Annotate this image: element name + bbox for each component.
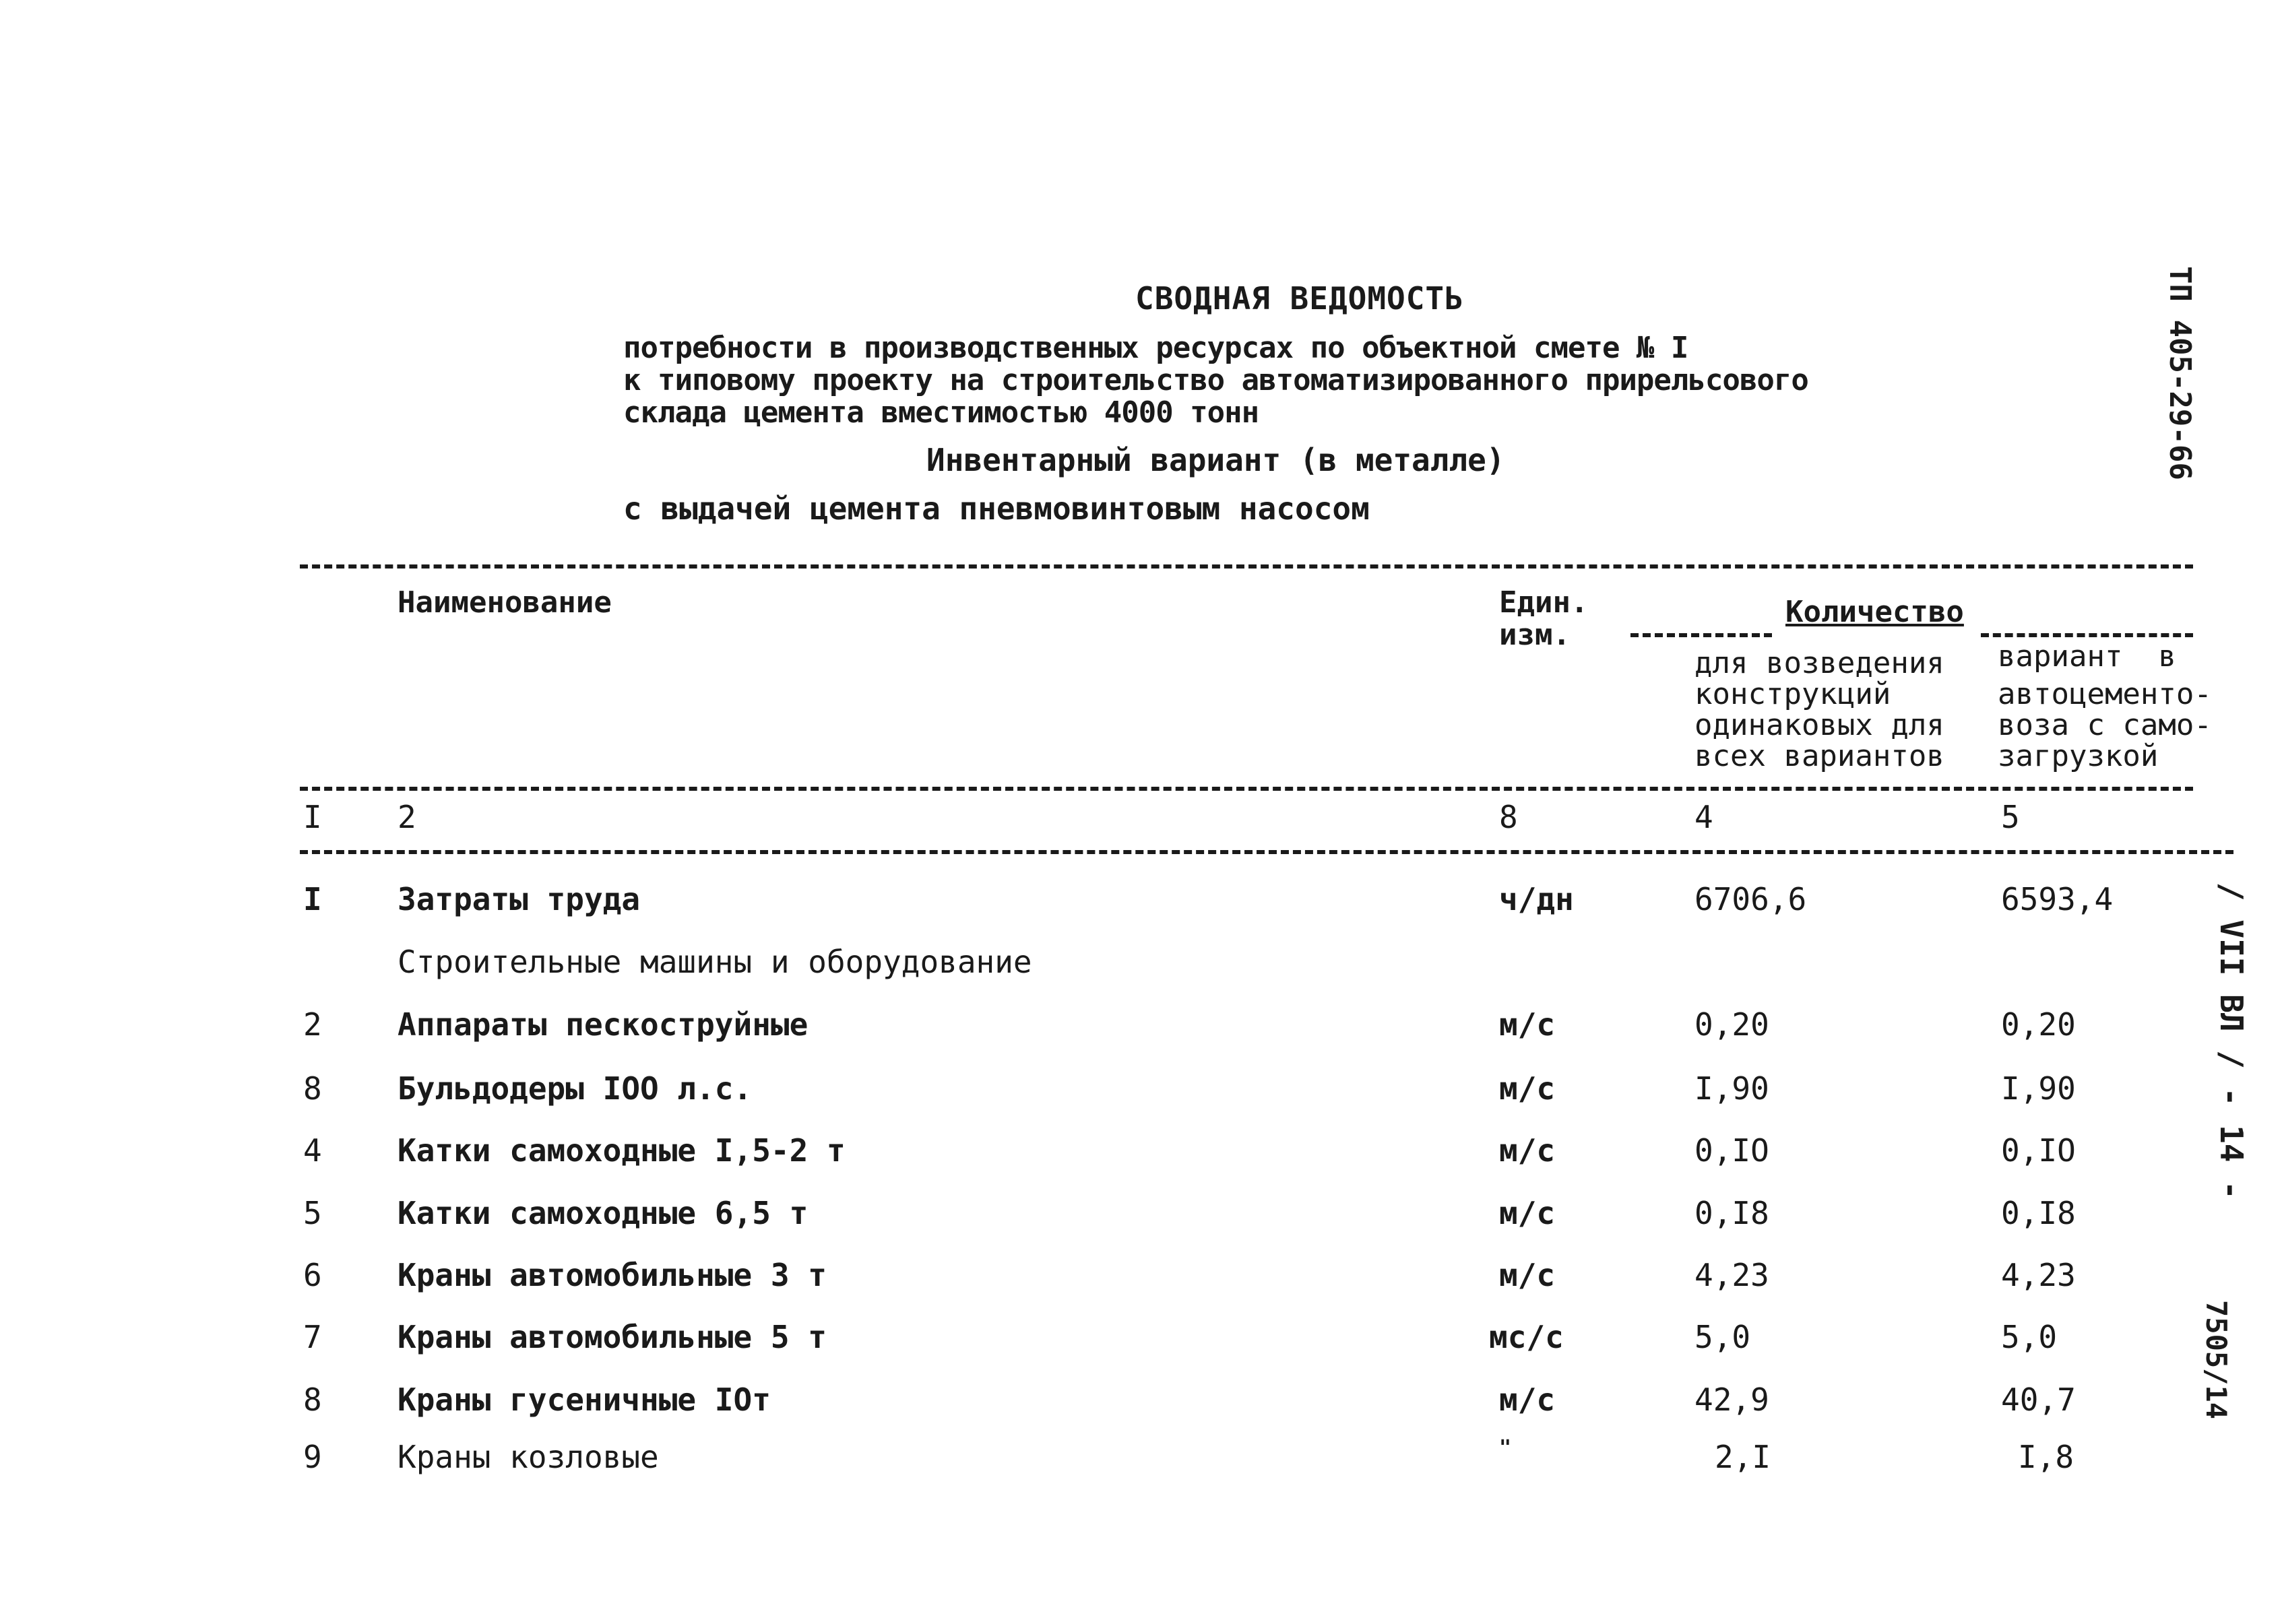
row-quantity-variant: 40,7 xyxy=(2001,1382,2076,1418)
row-unit: м/с xyxy=(1499,1257,1556,1293)
header-col4-line-3: одинаковых для xyxy=(1694,708,1944,742)
project-code: ТП 405-29-66 xyxy=(2163,266,2197,480)
quantity-rule-right xyxy=(1981,633,2193,637)
subtitle-line-2: к типовому проекту на строительство автоматизированного прирельсового xyxy=(623,363,1808,397)
row-quantity-variant: 0,IO xyxy=(2001,1132,2076,1169)
row-number: 9 xyxy=(303,1439,322,1475)
row-quantity-variant: I,8 xyxy=(2018,1439,2074,1475)
row-name: Краны автомобильные 3 т xyxy=(398,1257,827,1293)
row-name: Затраты труда xyxy=(398,881,641,917)
header-col5-line-1: вариант в xyxy=(1998,639,2176,674)
row-unit: ч/дн xyxy=(1499,881,1574,917)
row-quantity-common: 4,23 xyxy=(1694,1257,1769,1293)
row-unit: мс/с xyxy=(1489,1319,1564,1355)
quantity-rule-left xyxy=(1630,633,1772,637)
column-number-1: I xyxy=(303,799,322,835)
row-quantity-variant: 4,23 xyxy=(2001,1257,2076,1293)
album-code: / VII ВЛ / - 14 - xyxy=(2213,882,2250,1200)
row-number: 4 xyxy=(303,1132,322,1169)
row-quantity-common: 0,20 xyxy=(1694,1006,1769,1043)
row-name: Краны козловые xyxy=(398,1439,659,1475)
header-col4-line-4: всех вариантов xyxy=(1694,739,1944,773)
column-number-3: 8 xyxy=(1499,799,1518,835)
column-numbers-rule xyxy=(300,850,2233,854)
row-quantity-variant: I,90 xyxy=(2001,1070,2076,1107)
variant-title: Инвентарный вариант (в металле) xyxy=(926,442,1505,478)
column-number-5: 5 xyxy=(2001,799,2020,835)
row-quantity-common: 6706,6 xyxy=(1694,881,1807,917)
column-number-2: 2 xyxy=(398,799,416,835)
header-quantity: Количество xyxy=(1785,595,1964,629)
row-number: 7 xyxy=(303,1319,322,1355)
row-quantity-common: 5,0 xyxy=(1694,1319,1751,1355)
row-number: 5 xyxy=(303,1195,322,1231)
header-col4-line-1: для возведения xyxy=(1694,646,1944,680)
row-name: Аппараты пескоструйные xyxy=(398,1006,809,1043)
row-quantity-variant: 6593,4 xyxy=(2001,881,2114,917)
row-number: 6 xyxy=(303,1257,322,1293)
row-quantity-common: I,90 xyxy=(1694,1070,1769,1107)
header-col5-line-4: загрузкой xyxy=(1998,739,2159,773)
subtitle-line-3: склада цемента вместимостью 4000 тонн xyxy=(623,395,1259,430)
row-name: Бульдодеры IOO л.с. xyxy=(398,1070,753,1107)
header-unit-line-1: Един. xyxy=(1499,585,1589,620)
section-heading: Строительные машины и оборудование xyxy=(398,944,1032,980)
row-quantity-common: 2,I xyxy=(1715,1439,1771,1475)
header-bottom-rule xyxy=(300,787,2193,791)
row-quantity-common: 0,I8 xyxy=(1694,1195,1769,1231)
row-number: 8 xyxy=(303,1382,322,1418)
row-unit: " xyxy=(1499,1436,1512,1460)
row-unit: м/с xyxy=(1499,1195,1556,1231)
row-quantity-variant: 0,20 xyxy=(2001,1006,2076,1043)
row-quantity-common: 42,9 xyxy=(1694,1382,1769,1418)
row-number: 8 xyxy=(303,1070,322,1107)
column-number-4: 4 xyxy=(1694,799,1713,835)
row-unit: м/с xyxy=(1499,1006,1556,1043)
header-name: Наименование xyxy=(398,585,612,620)
row-unit: м/с xyxy=(1499,1070,1556,1107)
header-unit-line-2: изм. xyxy=(1499,618,1571,652)
row-name: Катки самоходные 6,5 т xyxy=(398,1195,809,1231)
header-col5-line-2: автоцементо- xyxy=(1998,677,2212,711)
table-top-rule xyxy=(300,564,2193,569)
row-quantity-variant: 5,0 xyxy=(2001,1319,2058,1355)
row-name: Катки самоходные I,5-2 т xyxy=(398,1132,846,1169)
row-number: I xyxy=(303,881,322,917)
header-col4-line-2: конструкций xyxy=(1694,677,1891,711)
row-quantity-common: 0,IO xyxy=(1694,1132,1769,1169)
row-unit: м/с xyxy=(1499,1132,1556,1169)
document-title: СВОДНАЯ ВЕДОМОСТЬ xyxy=(1135,280,1464,317)
header-col5-line-3: воза с само- xyxy=(1998,708,2212,742)
row-number: 2 xyxy=(303,1006,322,1043)
sheet-code: 7505/14 xyxy=(2200,1300,2233,1420)
row-name: Краны автомобильные 5 т xyxy=(398,1319,827,1355)
row-quantity-variant: 0,I8 xyxy=(2001,1195,2076,1231)
subtitle-line-1: потребности в производственных ресурсах по объектной смете № I xyxy=(623,331,1688,365)
row-unit: м/с xyxy=(1499,1382,1556,1418)
variant-detail: с выдачей цемента пневмовинтовым насосом xyxy=(623,490,1370,527)
row-name: Краны гусеничные IOт xyxy=(398,1382,771,1418)
